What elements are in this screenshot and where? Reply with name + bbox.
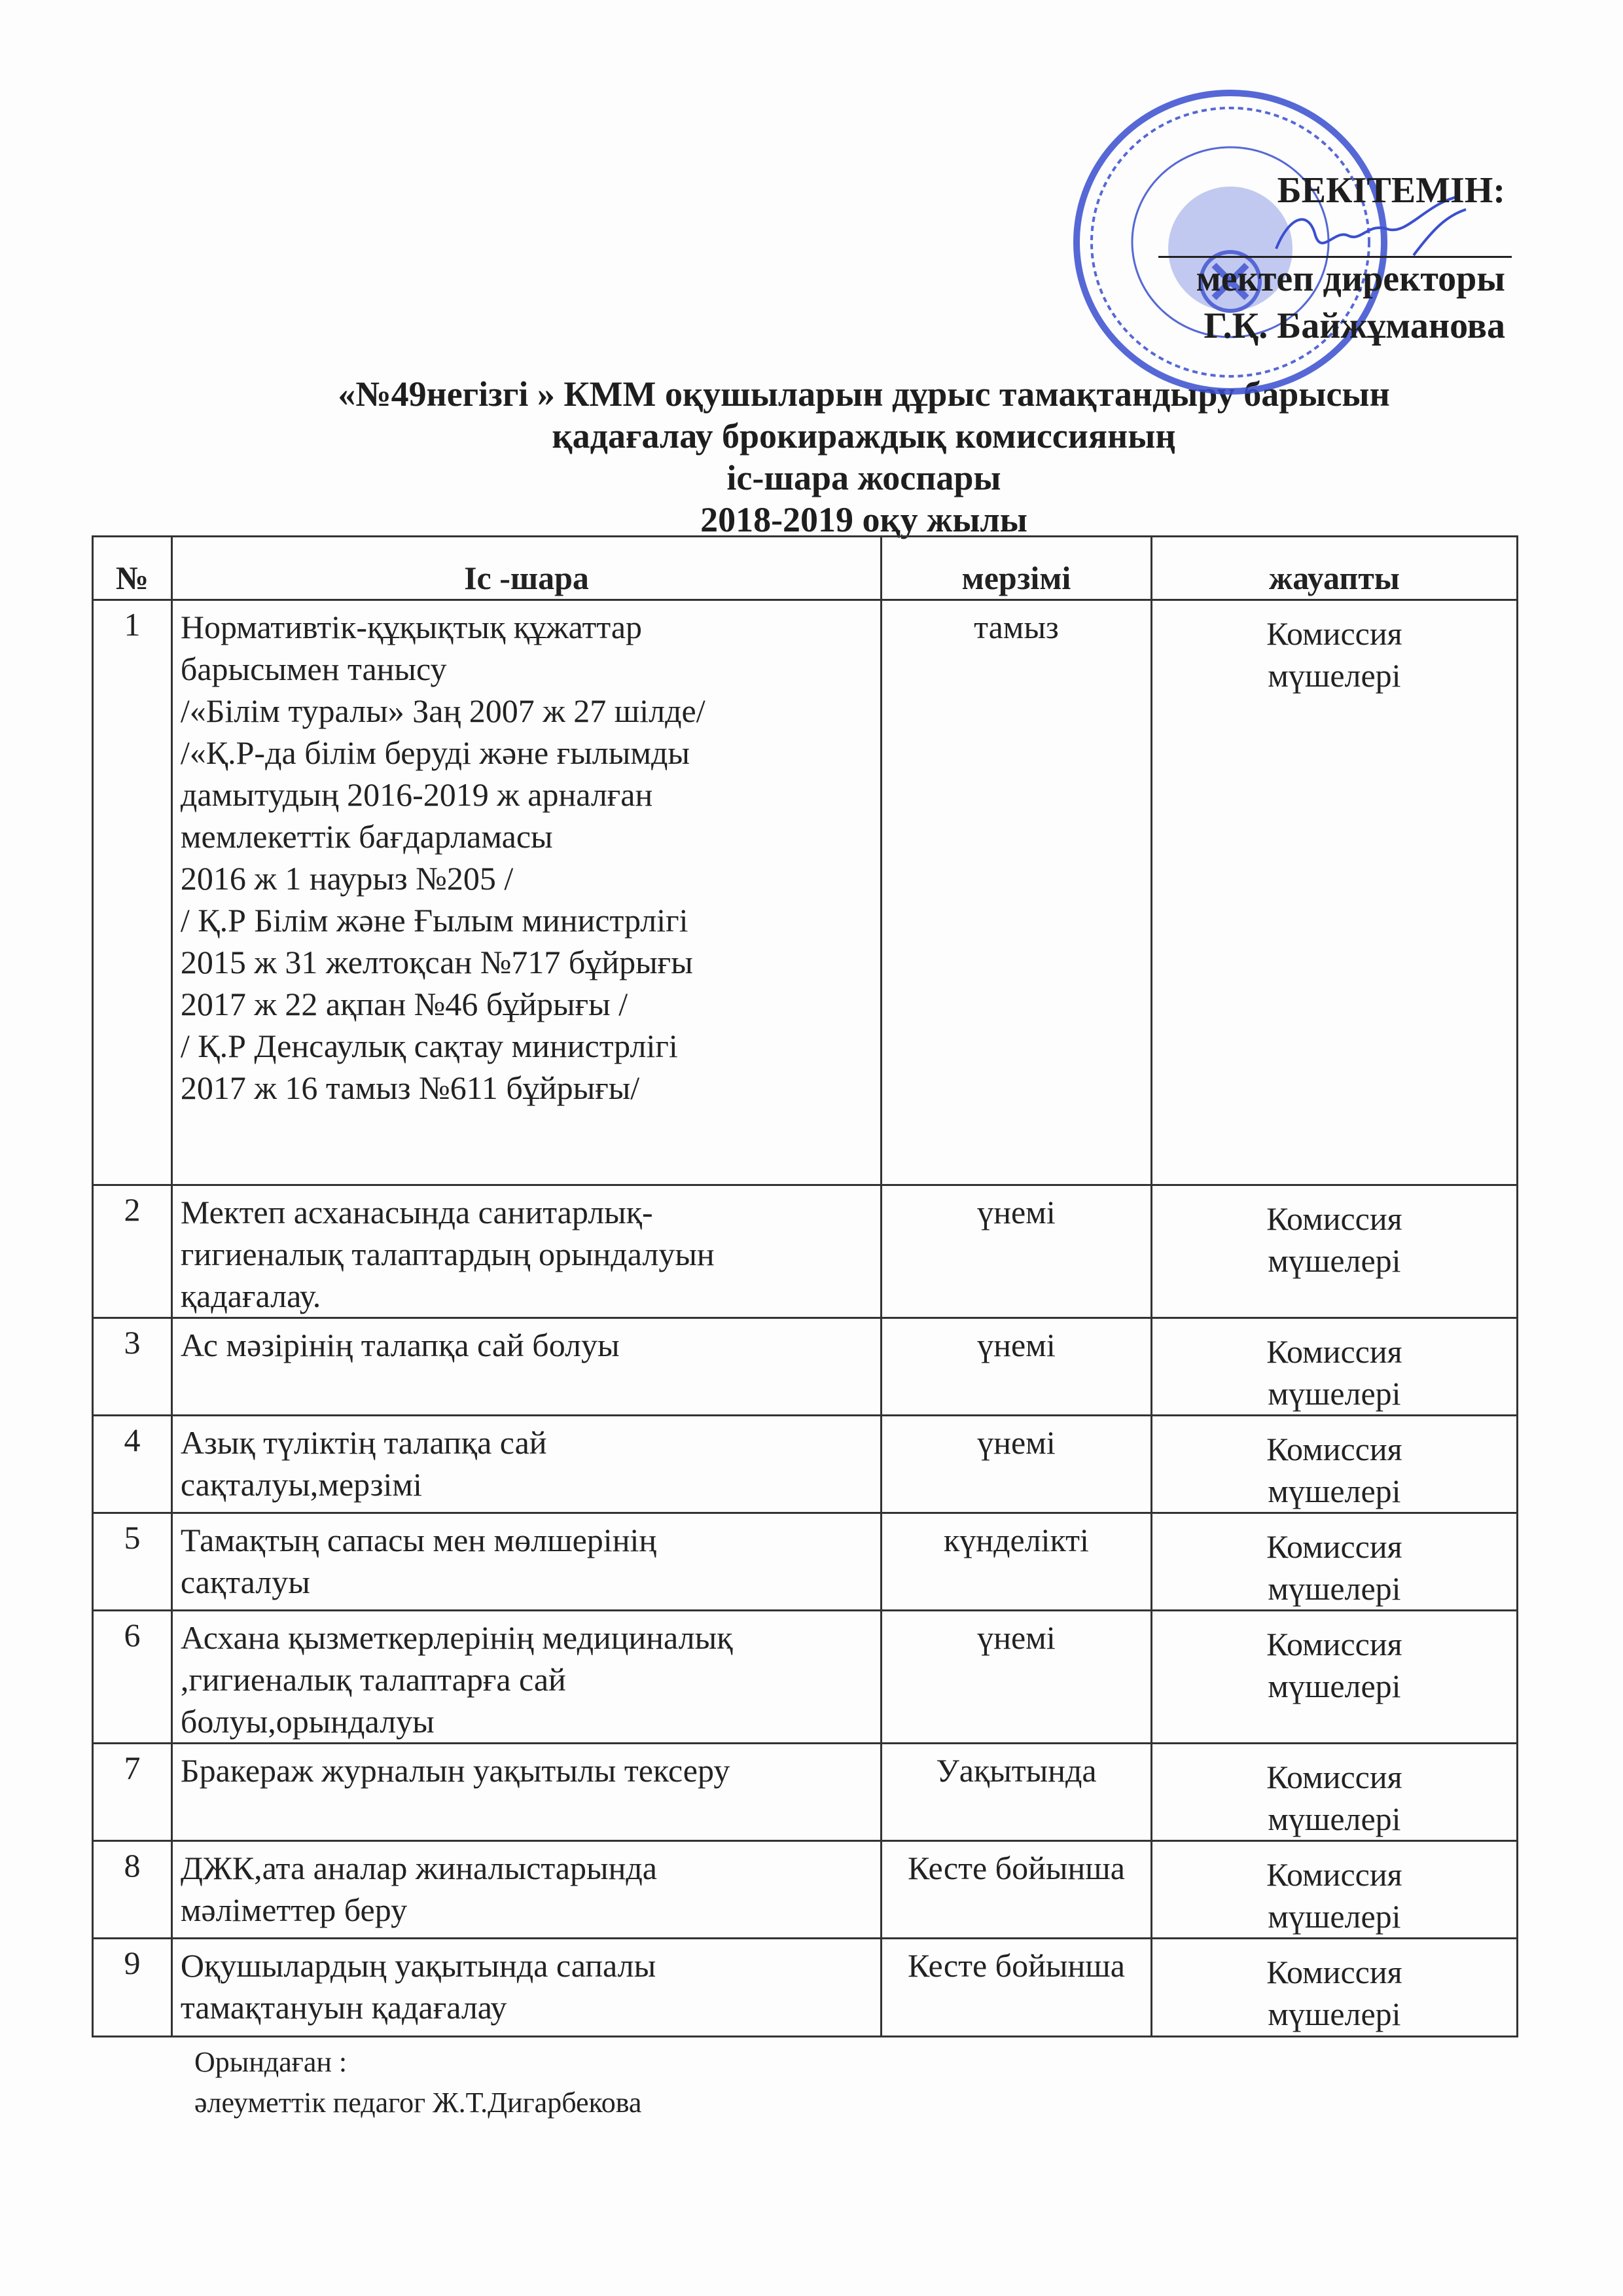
row-deadline: тамыз xyxy=(882,600,1152,1185)
row-deadline: Уақытында xyxy=(882,1744,1152,1841)
row-activity: Бракераж журналын уақытылы тексеру xyxy=(171,1744,881,1841)
row-number: 6 xyxy=(93,1611,172,1744)
table-row xyxy=(93,1416,1518,1513)
row-responsible: Комиссия мүшелері xyxy=(1151,1744,1517,1841)
header-deadline: мерзімі xyxy=(882,537,1152,600)
row-activity: Азық түліктің талапқа сай сақталуы,мерзімі xyxy=(171,1416,881,1513)
header-responsible: жауапты xyxy=(1151,537,1517,600)
table-row xyxy=(93,1318,1518,1416)
plan-table xyxy=(92,535,1518,2037)
footer-author: әлеуметтік педагог Ж.Т.Дигарбекова xyxy=(194,2087,642,2119)
row-deadline: үнемі xyxy=(882,1185,1152,1318)
row-number: 5 xyxy=(93,1513,172,1611)
title-line-2: қадағалау брокираждық комиссияның xyxy=(552,416,1176,456)
approval-heading: БЕКІТЕМІН: xyxy=(1277,170,1505,211)
row-deadline: үнемі xyxy=(882,1611,1152,1744)
row-number: 1 xyxy=(93,600,172,1185)
title-line-4: 2018-2019 оқу жылы xyxy=(700,500,1027,539)
row-number: 2 xyxy=(93,1185,172,1318)
row-activity: Асхана қызметкерлерінің медициналық ,гигиеналық талаптарға сай болуы,орындалуы xyxy=(171,1611,881,1744)
row-number: 9 xyxy=(93,1939,172,2037)
row-responsible: Комиссия мүшелері xyxy=(1151,1939,1517,2037)
row-activity: ДЖК,ата аналар жиналыстарында мәліметтер беру xyxy=(171,1841,881,1939)
title-line-3: іс-шара жоспары xyxy=(726,458,1001,497)
row-number: 3 xyxy=(93,1318,172,1416)
row-activity: Оқушылардың уақытында сапалы тамақтануын қадағалау xyxy=(171,1939,881,2037)
row-responsible: Комиссия мүшелері xyxy=(1151,1611,1517,1744)
table-row xyxy=(93,1841,1518,1939)
signature-line xyxy=(1158,256,1512,258)
row-responsible: Комиссия мүшелері xyxy=(1151,1185,1517,1318)
row-responsible: Комиссия мүшелері xyxy=(1151,1318,1517,1416)
title-line-1: «№49негізгі » КММ оқушыларын дұрыс тамақтандыру барысын xyxy=(338,374,1390,414)
director-name: Г.Қ. Байжұманова xyxy=(1204,306,1505,346)
row-activity: Тамақтың сапасы мен мөлшерінің сақталуы xyxy=(171,1513,881,1611)
director-position: мектеп директоры xyxy=(1196,259,1505,299)
header-activity: Іс -шара xyxy=(171,537,881,600)
row-responsible: Комиссия мүшелері xyxy=(1151,1841,1517,1939)
row-activity: Ас мәзірінің талапқа сай болуы xyxy=(171,1318,881,1416)
row-responsible: Комиссия мүшелері xyxy=(1151,1416,1517,1513)
footer-label: Орындаған : xyxy=(194,2046,348,2078)
table-row xyxy=(93,1744,1518,1841)
row-number: 7 xyxy=(93,1744,172,1841)
row-deadline: Кесте бойынша xyxy=(882,1841,1152,1939)
row-deadline: үнемі xyxy=(882,1318,1152,1416)
footer xyxy=(194,2042,641,2123)
row-deadline: Кесте бойынша xyxy=(882,1939,1152,2037)
row-responsible: Комиссия мүшелері xyxy=(1151,600,1517,1185)
header-number: № xyxy=(93,537,172,600)
row-responsible: Комиссия мүшелері xyxy=(1151,1513,1517,1611)
table-row xyxy=(93,1185,1518,1318)
table-row xyxy=(93,1513,1518,1611)
table-row xyxy=(93,1939,1518,2037)
row-activity: Мектеп асханасында санитарлық- гигиеналық талаптардың орындалуын қадағалау. xyxy=(171,1185,881,1318)
row-deadline: үнемі xyxy=(882,1416,1152,1513)
table-header-row xyxy=(93,537,1518,600)
row-number: 4 xyxy=(93,1416,172,1513)
row-number: 8 xyxy=(93,1841,172,1939)
row-deadline: күнделікті xyxy=(882,1513,1152,1611)
table-row xyxy=(93,1611,1518,1744)
row-activity: Нормативтік-құқықтық құжаттар барысымен танысу /«Білім туралы» Заң 2007 ж 27 шілде/ /«Қ.Р-да білім беруді және ғылымды дамытудың 2016-2019 ж арналған мемлекеттік бағдарламасы 2016 ж 1 наурыз №205 / / Қ.Р Білім және Ғылым министрлігі 2015 ж 31 желтоқсан №717 бұйрығы 2017 ж 22 ақпан №46 бұйрығы / / Қ.Р Денсаулық сақтау министрлігі 2017 ж 16 тамыз №611 бұйрығы/ xyxy=(171,600,881,1185)
table-row xyxy=(93,600,1518,1185)
